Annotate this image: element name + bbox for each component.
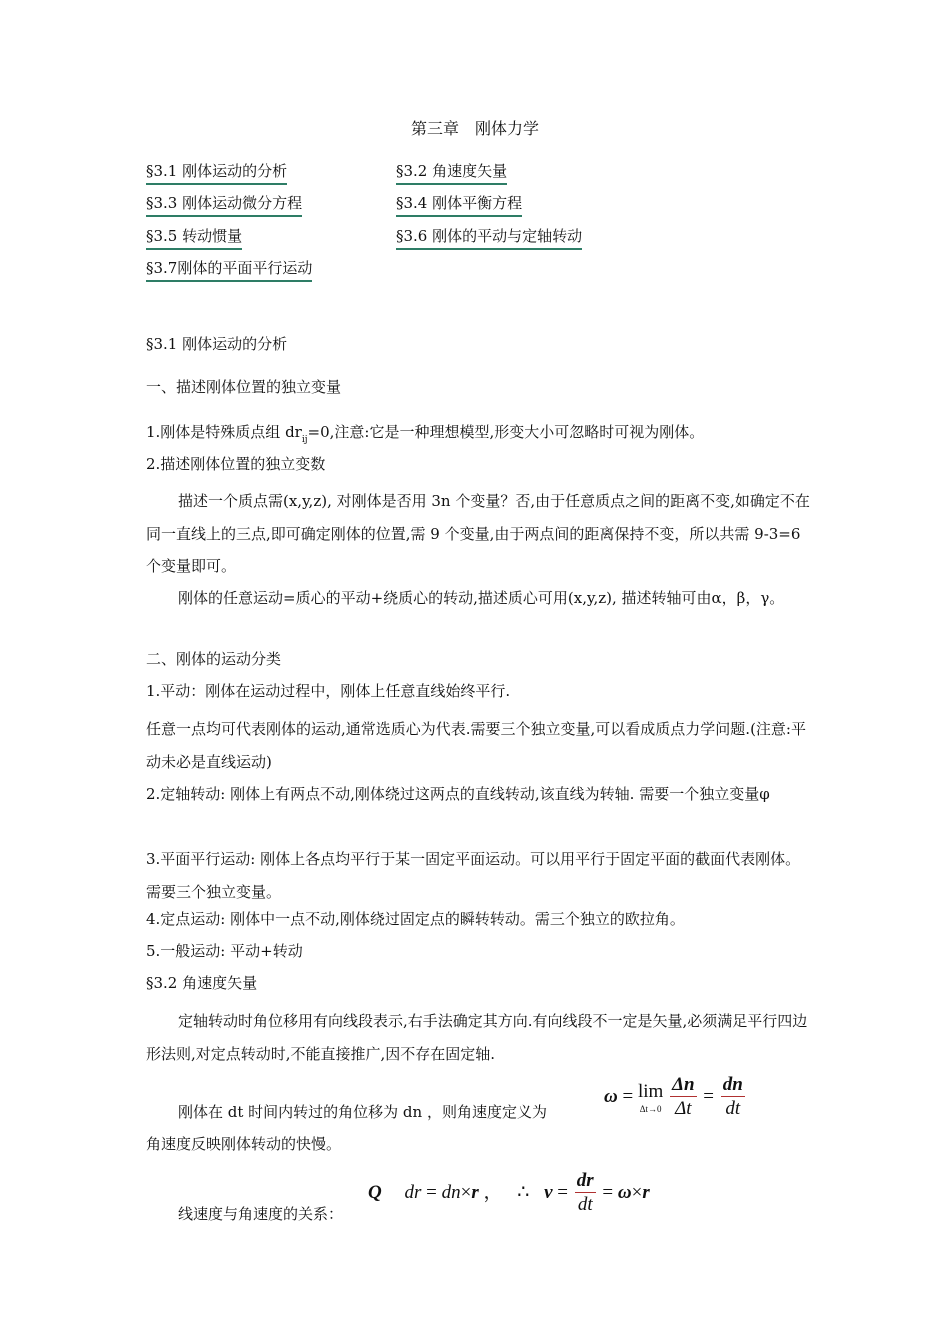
fraction-velocity-numerator: dr <box>576 1170 594 1191</box>
toc-link-3-2[interactable]: §3.2 角速度矢量 <box>396 160 507 185</box>
omega-term: ω <box>617 1181 632 1203</box>
v-term: v <box>544 1181 553 1203</box>
item-1-post: =0,注意:它是一种理想模型,形变大小可忽略时可视为刚体。 <box>307 423 705 441</box>
limit-operator <box>638 1081 663 1115</box>
paragraph-arbitrary-motion: 刚体的任意运动=质心的平动+绕质心的转动,描述质心可用(x,y,z), 描述转轴可由α，β，γ。 <box>178 589 785 607</box>
fraction-velocity-denominator: dt <box>577 1194 593 1215</box>
item-2: 2.描述刚体位置的独立变数 <box>146 455 326 473</box>
equals-sign: = <box>557 1181 568 1203</box>
equals-sign: = <box>602 1181 614 1203</box>
dr-term: dr <box>404 1181 422 1203</box>
item-1-subscript: ij <box>301 435 308 445</box>
fraction-differential-numerator: dn <box>722 1074 743 1095</box>
item-1-pre: 1.刚体是特殊质点组 dr <box>146 423 302 441</box>
r-term: r <box>471 1181 479 1203</box>
angular-velocity-formula <box>604 1074 747 1121</box>
therefore-symbol: ∴ <box>517 1181 530 1203</box>
toc-link-3-5[interactable]: §3.5 转动惯量 <box>146 225 242 250</box>
motion-1-detail: 任意一点均可代表刚体的运动,通常选质心为代表.需要三个独立变量,可以看成质点力学问题.(注意:平动未必是直线运动) <box>146 720 806 771</box>
linear-velocity-relation-text: 线速度与角速度的关系： <box>178 1205 344 1223</box>
r-term: r <box>642 1181 650 1203</box>
toc-link-3-4[interactable]: §3.4 刚体平衡方程 <box>396 192 522 217</box>
motion-2: 2.定轴转动: 刚体上有两点不动,刚体绕过这两点的直线转动,该直线为转轴. 需要一个独立变量φ <box>146 785 770 803</box>
equals-sign: = <box>426 1181 437 1203</box>
dn-term: dn <box>441 1181 461 1203</box>
toc-link-3-7[interactable]: §3.7刚体的平面平行运动 <box>146 257 312 282</box>
chapter-title: 第三章 刚体力学 <box>410 119 539 138</box>
motion-4: 4.定点运动: 刚体中一点不动,刚体绕过固定点的瞬转转动。需三个独立的欧拉角。 <box>146 910 685 928</box>
motion-5: 5.一般运动: 平动+转动 <box>146 942 303 960</box>
toc-link-3-6[interactable]: §3.6 刚体的平动与定轴转动 <box>396 225 582 250</box>
equals-sign: = <box>703 1085 715 1107</box>
fraction-delta-numerator: Δn <box>672 1074 695 1095</box>
fraction-delta <box>670 1074 696 1121</box>
fraction-delta-denominator: Δt <box>675 1098 692 1119</box>
angular-velocity-meaning: 角速度反映刚体转动的快慢。 <box>146 1135 342 1153</box>
section-3-2-heading: §3.2 角速度矢量 <box>146 974 258 992</box>
fraction-differential-denominator: dt <box>725 1098 741 1119</box>
cross-sign: × <box>460 1181 472 1203</box>
section-3-1-heading: §3.1 刚体运动的分析 <box>146 335 288 353</box>
omega-symbol: ω <box>604 1085 618 1107</box>
limit-subscript: Δt→0 <box>639 1103 662 1114</box>
paragraph-independent-vars: 描述一个质点需(x,y,z), 对刚体是否用 3n 个变量？否,由于任意质点之间的距离不变,如确定不在同一直线上的三点,即可确定刚体的位置,需 9 个变量,由于两点间的距离保持不变，所以共需 9-3=6 个变量即可。 <box>146 492 810 575</box>
motion-1: 1.平动：刚体在运动过程中，刚体上任意直线始终平行. <box>146 682 511 700</box>
motion-3: 3.平面平行运动: 刚体上各点均平行于某一固定平面运动。可以用平行于固定平面的截面代表刚体。需要三个独立变量。 <box>146 850 801 901</box>
toc-link-3-3[interactable]: §3.3 刚体运动微分方程 <box>146 192 302 217</box>
comma: ， <box>483 1181 503 1203</box>
angular-velocity-definition-text: 刚体在 dt 时间内转过的角位移为 dn ，则角速度定义为 <box>178 1103 547 1121</box>
equals-sign: = <box>622 1085 634 1107</box>
toc-link-3-1[interactable]: §3.1 刚体运动的分析 <box>146 160 287 185</box>
paragraph-angular-displacement: 定轴转动时角位移用有向线段表示,右手法确定其方向.有向线段不一定是矢量,必须满足平行四边形法则,对定点转动时,不能直接推广,因不存在固定轴. <box>146 1012 808 1063</box>
cross-sign: × <box>631 1181 643 1203</box>
because-symbol: Q <box>368 1181 382 1203</box>
item-1 <box>146 421 814 451</box>
part-1-heading: 一、描述刚体位置的独立变量 <box>146 378 342 396</box>
limit-label: lim <box>637 1080 664 1102</box>
fraction-differential <box>721 1074 745 1121</box>
part-2-heading: 二、刚体的运动分类 <box>146 650 282 668</box>
